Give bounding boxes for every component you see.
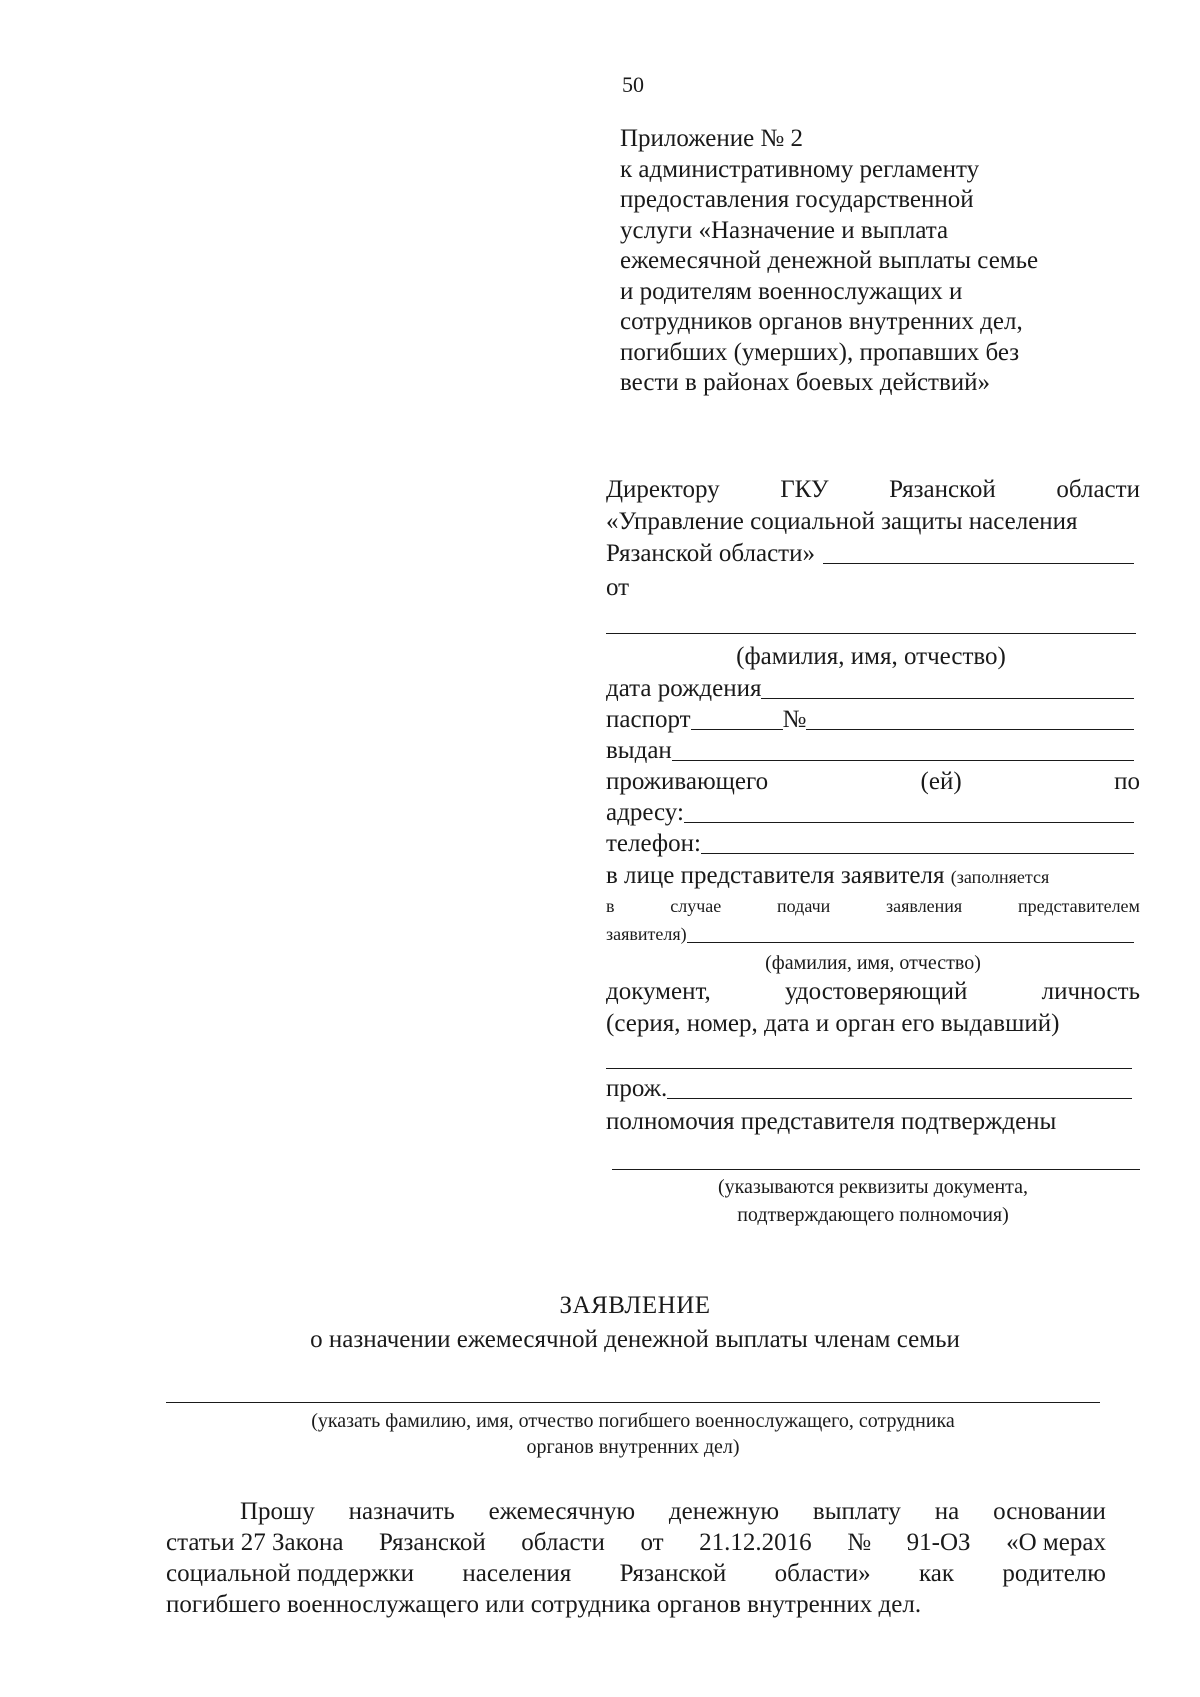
passport-number-label: № [782, 706, 807, 733]
body-line-3 [166, 1558, 1106, 1589]
representative-fio-hint: (фамилия, имя, отчество) [765, 952, 981, 974]
body-line-2 [166, 1527, 1106, 1558]
appendix-line: предоставления государственной [620, 186, 974, 213]
statement-body [166, 1496, 1106, 1620]
birth-date-label: дата рождения [606, 675, 762, 702]
body-word: ежемесячную [488, 1498, 636, 1525]
address-label: адресу: [606, 799, 684, 826]
note-word: подачи [777, 896, 831, 916]
representative-note-row [606, 896, 1140, 917]
deceased-name-hint [166, 1408, 1100, 1460]
body-word: Рязанской [379, 1529, 486, 1556]
body-word: № [847, 1529, 872, 1556]
body-word: как [919, 1560, 955, 1587]
passport-number-field[interactable] [806, 728, 1134, 730]
id-document-row [606, 978, 1140, 1006]
passport-row [606, 706, 1134, 734]
appendix-line: сотрудников органов внутренних дел, [620, 308, 1023, 335]
note-word: в [606, 896, 615, 916]
body-line-4: погибшего военнослужащего или сотрудника органов внутренних дел. [166, 1591, 922, 1618]
appendix-line: ежемесячной денежной выплаты семье [620, 247, 1039, 274]
addressee-word: области [1056, 476, 1140, 503]
representative-note: (заполняется [950, 867, 1050, 887]
authority-hint-2: подтверждающего полномочия) [737, 1204, 1009, 1226]
address-field[interactable] [684, 821, 1134, 823]
note-word: представителем [1017, 896, 1140, 916]
residence-label: прож. [606, 1075, 668, 1102]
residing-word: (ей) [920, 768, 962, 795]
issued-row [606, 737, 1134, 765]
body-word: Рязанской [619, 1560, 727, 1587]
applicant-fio-field[interactable] [606, 632, 1136, 634]
address-row [606, 799, 1134, 827]
document-word: личность [1041, 978, 1140, 1005]
body-word: родителю [1002, 1560, 1106, 1587]
addressee-word: Директору [606, 476, 720, 503]
authority-hint-1: (указываются реквизиты документа, [717, 1176, 1029, 1198]
body-word: населения [462, 1560, 572, 1587]
body-word: области [521, 1529, 605, 1556]
issued-field[interactable] [672, 759, 1134, 761]
phone-row [606, 830, 1134, 858]
representative-row [606, 862, 1140, 890]
statement-subtitle: о назначении ежемесячной денежной выплаты членам семьи [310, 1326, 960, 1353]
applicant-fio-hint: (фамилия, имя, отчество) [736, 643, 1006, 670]
body-line-1 [166, 1496, 1106, 1527]
addressee-word: ГКУ [780, 476, 829, 503]
appendix-line: вести в районах боевых действий» [620, 369, 991, 396]
passport-label: паспорт [606, 706, 691, 733]
representative-name-row [606, 924, 1134, 945]
deceased-name-field[interactable] [166, 1402, 1100, 1403]
body-word: 21.12.2016 [699, 1529, 812, 1556]
issued-label: выдан [606, 737, 672, 764]
document-word: документ, [606, 978, 711, 1005]
appendix-header [620, 124, 1100, 399]
body-word: назначить [348, 1498, 455, 1525]
representative-label: в лице представителя заявителя [606, 862, 945, 889]
residing-row [606, 768, 1140, 796]
representative-name-field[interactable] [687, 941, 1134, 943]
body-word: области» [774, 1560, 871, 1587]
director-name-field[interactable] [823, 562, 1134, 564]
body-word: «О мерах [1006, 1529, 1106, 1556]
residing-word: проживающего [606, 768, 769, 795]
note-word: заявления [886, 896, 963, 916]
passport-series-field[interactable] [691, 728, 783, 730]
addressee-line-2: «Управление социальной защиты населения [606, 508, 1078, 535]
appendix-line: услуги «Назначение и выплата [620, 216, 949, 244]
deceased-name-hint-line: (указать фамилию, имя, отчество погибшего военнослужащего, сотрудника [311, 1410, 955, 1432]
residence-row [606, 1075, 1132, 1103]
body-word: от [640, 1529, 664, 1556]
body-word: статьи 27 Закона [166, 1529, 344, 1556]
deceased-name-hint-line: органов внутренних дел) [526, 1436, 740, 1458]
authority-label: полномочия представителя подтверждены [606, 1108, 1057, 1135]
appendix-line: Приложение № 2 [620, 125, 804, 152]
addressee-word: Рязанской [889, 476, 996, 503]
body-word: денежную [668, 1498, 780, 1525]
id-document-field[interactable] [606, 1067, 1132, 1069]
body-word: выплату [812, 1498, 901, 1525]
note-word: случае [670, 896, 722, 916]
from-label: от [606, 574, 630, 601]
appendix-line: к административному регламенту [620, 155, 980, 183]
page-number: 50 [622, 72, 644, 97]
body-word: Прошу [240, 1498, 315, 1525]
addressee-region: Рязанской области» [606, 540, 815, 567]
residing-word: по [1114, 768, 1140, 795]
birth-date-row [606, 675, 1134, 703]
body-word: социальной поддержки [166, 1560, 415, 1587]
addressee-line-1 [606, 476, 1140, 504]
residence-field[interactable] [667, 1097, 1132, 1099]
representative-note-end: заявителя) [606, 924, 687, 944]
body-word: 91-ОЗ [906, 1529, 971, 1556]
birth-date-field[interactable] [761, 697, 1134, 699]
body-word: основании [993, 1498, 1106, 1525]
authority-field[interactable] [612, 1168, 1140, 1170]
body-word: на [934, 1498, 960, 1525]
phone-label: телефон: [606, 830, 701, 857]
statement-title: ЗАЯВЛЕНИЕ [559, 1292, 711, 1319]
document-word: удостоверяющий [785, 978, 968, 1005]
id-document-detail: (серия, номер, дата и орган его выдавший) [606, 1010, 1060, 1037]
appendix-line: погибших (умерших), пропавших без [620, 338, 1020, 366]
phone-field[interactable] [701, 852, 1134, 854]
addressee-line-3 [606, 540, 1134, 568]
appendix-line: и родителям военнослужащих и [620, 277, 963, 305]
